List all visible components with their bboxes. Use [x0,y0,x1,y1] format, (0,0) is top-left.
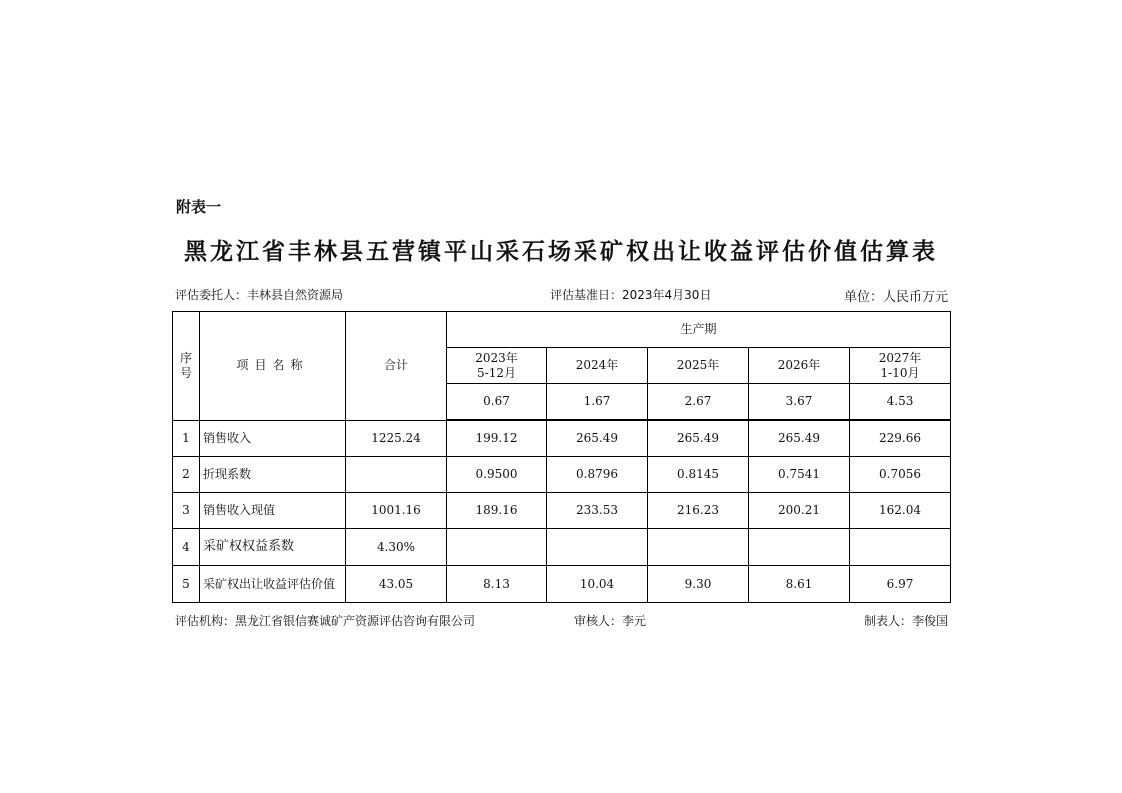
row-name: 采矿权出让收益评估价值 [200,566,346,603]
row-value: 0.8796 [547,457,648,493]
header-total [346,312,447,421]
row-value [648,529,749,566]
row-value: 265.49 [648,420,749,457]
header-seq-label: 序号 [180,350,193,380]
row-value: 265.49 [749,420,850,457]
row-value: 200.21 [749,493,850,529]
reviewer: 审核人：李元 [574,614,647,628]
table-row [173,493,951,529]
row-total: 4.30% [346,529,447,566]
row-seq: 2 [173,457,200,493]
row-value [447,529,547,566]
row-value [749,529,850,566]
row-total: 43.05 [346,566,447,603]
row-seq: 1 [173,420,200,457]
row-total: 1001.16 [346,493,447,529]
period-year: 2027年 [878,350,922,365]
row-value: 6.97 [850,566,951,603]
valuation-org: 评估机构：黑龙江省银信赛诚矿产资源评估咨询有限公司 [175,614,476,628]
valuation-table [172,311,951,603]
row-total [346,457,447,493]
period-factor: 2.67 [648,384,749,421]
row-value: 0.7056 [850,457,951,493]
preparer: 制表人：李俊国 [863,614,948,628]
row-name: 销售收入现值 [200,493,346,529]
client-info: 评估委托人：丰林县自然资源局 [175,288,344,302]
row-value [850,529,951,566]
row-value: 9.30 [648,566,749,603]
header-item-name [200,312,346,421]
table-header-row [173,312,951,348]
table-row [173,566,951,603]
row-seq: 3 [173,493,200,529]
unit-info: 单位：人民币万元 [843,290,948,305]
header-production-period: 生产期 [447,312,951,348]
row-value: 8.13 [447,566,547,603]
period-year: 2024年 [575,358,619,372]
page-title: 黑龙江省丰林县五营镇平山采石场采矿权出让收益评估价值估算表 [184,239,938,265]
row-value: 162.04 [850,493,951,529]
row-value: 265.49 [547,420,648,457]
header-period-cell [648,348,749,384]
period-months: 5-12月 [477,365,516,380]
period-factor: 1.67 [547,384,648,421]
row-name: 销售收入 [200,420,346,457]
header-period-cell [447,348,547,384]
row-value: 10.04 [547,566,648,603]
row-value: 233.53 [547,493,648,529]
header-period-cell [749,348,850,384]
row-value: 0.8145 [648,457,749,493]
row-seq: 5 [173,566,200,603]
row-value: 199.12 [447,420,547,457]
base-date-info: 评估基准日：2023年4月30日 [550,288,712,302]
row-value: 189.16 [447,493,547,529]
row-value: 0.7541 [749,457,850,493]
row-value: 229.66 [850,420,951,457]
header-item-name-label: 项目名称 [236,358,309,373]
period-year: 2023年 [475,350,518,365]
appendix-label: 附表一 [176,198,222,216]
row-value: 0.9500 [447,457,547,493]
row-total: 1225.24 [346,420,447,457]
period-factor: 3.67 [749,384,850,421]
row-name: 采矿权权益系数 [200,529,346,566]
period-year: 2025年 [676,358,720,372]
row-name: 折现系数 [200,457,346,493]
row-value: 8.61 [749,566,850,603]
period-months: 1-10月 [880,365,920,380]
table-row [173,457,951,493]
row-seq: 4 [173,529,200,566]
row-value [547,529,648,566]
period-year: 2026年 [777,358,821,372]
table-row [173,529,951,566]
header-seq [173,312,200,421]
row-value: 216.23 [648,493,749,529]
period-factor: 4.53 [850,384,951,421]
header-period-cell [547,348,648,384]
period-factor: 0.67 [447,384,547,421]
table-row [173,420,951,457]
header-total-label: 合计 [383,358,408,373]
header-period-cell [850,348,951,384]
